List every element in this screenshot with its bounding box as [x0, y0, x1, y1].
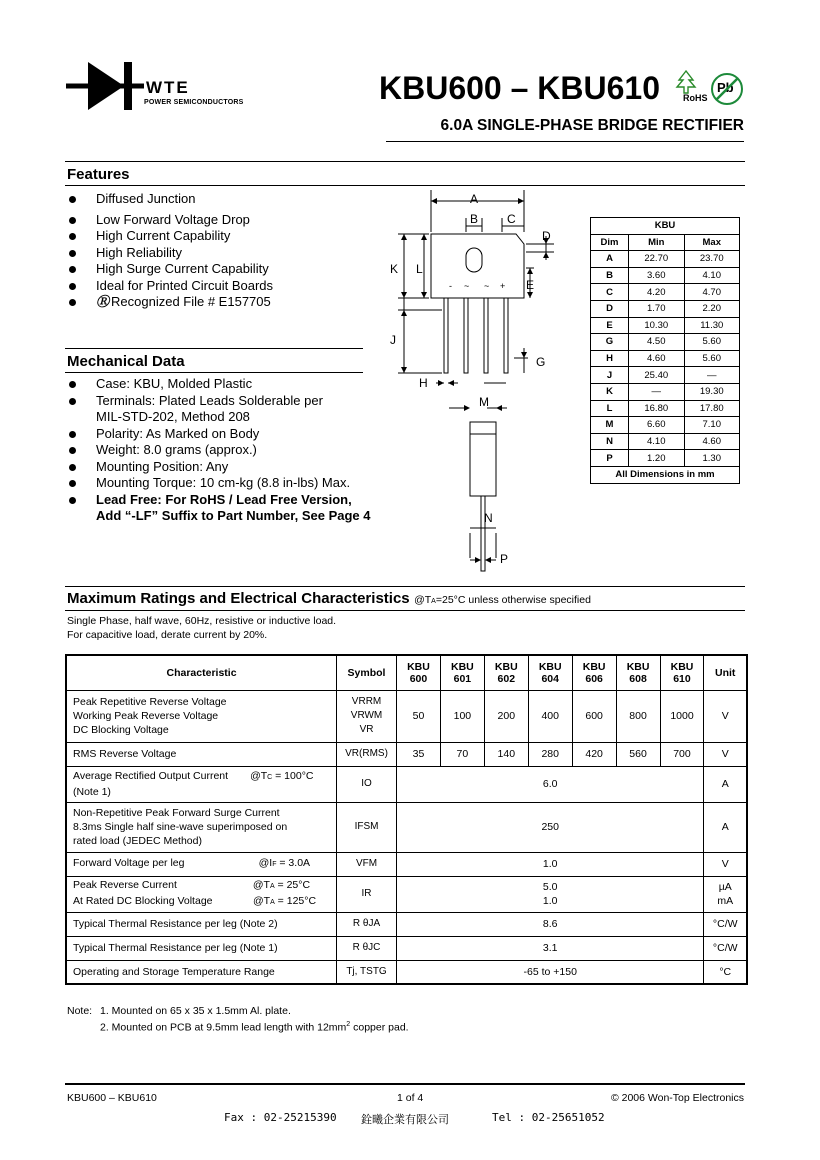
dim-label-E: E — [526, 278, 535, 292]
part-prefix: KBU — [494, 660, 518, 673]
col-characteristic: Characteristic — [66, 655, 337, 690]
cell: H — [591, 350, 629, 367]
mechanical-bottom-rule — [65, 372, 363, 373]
package-header: KBU — [591, 218, 740, 235]
note-2-tail: copper pad. — [350, 1021, 409, 1034]
table-row — [66, 912, 747, 936]
cell: 6.60 — [629, 417, 685, 434]
footer-page: 1 of 4 — [397, 1092, 424, 1104]
table-row — [591, 433, 740, 450]
cell: 25.40 — [629, 367, 685, 384]
footer-copyright: © 2006 Won-Top Electronics — [610, 1092, 744, 1104]
dim-label-C: C — [507, 212, 516, 226]
characteristic-cell — [66, 852, 337, 876]
symbol-cell: IO — [337, 766, 397, 802]
symbol-cell: IFSM — [337, 802, 397, 852]
note-2-text: 2. Mounted on PCB at 9.5mm lead length with 12mm — [100, 1021, 347, 1034]
list-item: Diffused Junction — [67, 191, 367, 208]
cell: C — [591, 284, 629, 301]
footer-tel: Tel : 02-25651052 — [492, 1111, 605, 1124]
value-cell: 1000 — [660, 690, 704, 742]
characteristic-cell — [66, 690, 337, 742]
col-part — [572, 655, 616, 690]
part-number: 602 — [497, 672, 516, 685]
note-2 — [100, 1018, 409, 1035]
cell: P — [591, 450, 629, 467]
characteristic-cell: RMS Reverse Voltage — [66, 742, 337, 766]
part-number: 604 — [541, 672, 559, 685]
value-cell: 280 — [528, 742, 572, 766]
cell: 17.80 — [684, 400, 740, 417]
char-line: Working Peak Reverse Voltage — [73, 710, 219, 722]
list-item: Case: KBU, Molded Plastic — [67, 376, 397, 393]
sym-line: VR — [359, 724, 374, 735]
cell: 1.70 — [629, 300, 685, 317]
cell: 4.20 — [629, 284, 685, 301]
col-part — [660, 655, 704, 690]
unit-line: µA — [718, 881, 732, 893]
rohs-label: RoHS — [683, 93, 708, 103]
col-part — [616, 655, 660, 690]
cell: A — [591, 251, 629, 268]
char-condition — [250, 770, 313, 782]
value-cell: 70 — [440, 742, 484, 766]
ratings-heading — [67, 590, 591, 608]
pin-label-minus: - — [449, 281, 452, 291]
value-cell: 600 — [572, 690, 616, 742]
cell: 19.30 — [684, 383, 740, 400]
table-row — [66, 960, 747, 984]
mechanical-list — [67, 376, 397, 525]
cond-post: = 25°C — [274, 879, 311, 891]
table-header-row — [66, 655, 747, 690]
col-dim: Dim — [591, 234, 629, 251]
cond-sub: C — [267, 774, 273, 781]
cell: 1.20 — [629, 450, 685, 467]
part-prefix: KBU — [451, 660, 474, 673]
cell: K — [591, 383, 629, 400]
characteristic-cell: Typical Thermal Resistance per leg (Note 2) — [66, 912, 337, 936]
cell: 4.60 — [684, 433, 740, 450]
cell: 4.70 — [684, 284, 740, 301]
cell: N — [591, 433, 629, 450]
note-2-sup: 2 — [346, 1021, 351, 1028]
brand-subtitle: POWER SEMICONDUCTORS — [144, 99, 244, 106]
features-bottom-rule — [65, 185, 745, 186]
unit-cell — [704, 876, 747, 912]
cell: 10.30 — [629, 317, 685, 334]
tree-icon — [675, 70, 697, 94]
list-item: High Reliability — [67, 245, 367, 262]
dim-label-G: G — [536, 355, 546, 369]
pin-label-ac1: ~ — [464, 281, 470, 291]
table-row — [591, 367, 740, 384]
unit-cell: A — [704, 802, 747, 852]
dim-label-D: D — [542, 229, 551, 243]
symbol-cell: IR — [337, 876, 397, 912]
col-part — [397, 655, 441, 690]
ratings-condition — [414, 594, 591, 606]
footer-rule — [65, 1083, 745, 1085]
value-cell: 50 — [397, 690, 441, 742]
table-row — [66, 690, 747, 742]
col-part — [528, 655, 572, 690]
value-cell: 3.1 — [397, 936, 704, 960]
brand-name: WTE — [146, 78, 190, 97]
part-number: 600 — [409, 672, 428, 685]
cell: 4.10 — [629, 433, 685, 450]
cell: 3.60 — [629, 267, 685, 284]
cond-sub: A — [431, 598, 436, 605]
value-cell: 8.6 — [397, 912, 704, 936]
list-item: Add “-LF” Suffix to Part Number, See Page 4 — [96, 508, 371, 523]
list-item: Low Forward Voltage Drop — [67, 212, 367, 229]
char-line: rated load (JEDEC Method) — [73, 835, 202, 847]
footer-part: KBU600 – KBU610 — [67, 1092, 157, 1104]
value-cell: 560 — [616, 742, 660, 766]
cell: M — [591, 417, 629, 434]
part-number: 610 — [673, 672, 691, 685]
table-row — [591, 251, 740, 268]
value-cell: 35 — [397, 742, 441, 766]
table-row — [591, 300, 740, 317]
unit-cell: V — [704, 742, 747, 766]
value-cell: 420 — [572, 742, 616, 766]
char-text: Peak Reverse Current — [73, 879, 177, 891]
features-title: Features — [67, 166, 130, 183]
cond-post: = 100°C — [272, 770, 314, 782]
table-row — [66, 766, 747, 802]
part-prefix: KBU — [407, 660, 430, 673]
dim-label-N: N — [484, 511, 493, 525]
table-row — [591, 334, 740, 351]
char-text: At Rated DC Blocking Voltage — [73, 895, 213, 907]
characteristic-cell — [66, 766, 337, 802]
mechanical-title: Mechanical Data — [67, 353, 185, 370]
value-cell: 200 — [484, 690, 528, 742]
value-line: 1.0 — [542, 895, 558, 907]
ratings-note-1: Single Phase, half wave, 60Hz, resistive or inductive load. — [67, 615, 337, 627]
value-cell: 400 — [528, 690, 572, 742]
col-symbol: Symbol — [337, 655, 397, 690]
page-subtitle: 6.0A SINGLE-PHASE BRIDGE RECTIFIER — [440, 117, 744, 134]
dim-label-A: A — [470, 192, 479, 206]
table-row — [591, 417, 740, 434]
cell: 4.60 — [629, 350, 685, 367]
cell: 4.50 — [629, 334, 685, 351]
cond-sub: F — [272, 861, 277, 868]
wte-diode-logo-icon — [66, 62, 144, 110]
cell: G — [591, 334, 629, 351]
pin-label-ac2: ~ — [484, 281, 490, 291]
dim-label-J: J — [390, 333, 396, 347]
symbol-cell — [337, 690, 397, 742]
cell: 23.70 — [684, 251, 740, 268]
value-cell: 700 — [660, 742, 704, 766]
part-number: 606 — [585, 672, 603, 685]
footer-fax: Fax : 02-25215390 — [224, 1111, 337, 1124]
unit-cell: A — [704, 766, 747, 802]
cell: — — [684, 367, 740, 384]
part-number: 608 — [629, 672, 647, 685]
cond-pre: @T — [250, 770, 268, 782]
rohs-badge — [671, 70, 709, 106]
col-part — [440, 655, 484, 690]
value-cell: -65 to +150 — [397, 960, 704, 984]
col-unit: Unit — [704, 655, 747, 690]
table-row — [66, 802, 747, 852]
symbol-cell: VR(RMS) — [337, 742, 397, 766]
cond-sub: A — [269, 883, 275, 890]
cell: — — [629, 383, 685, 400]
cond-pre: @T — [414, 594, 432, 606]
ratings-top-rule — [65, 586, 745, 587]
strike-icon — [713, 75, 741, 103]
char-line: 8.3ms Single half sine-wave superimposed on — [73, 821, 288, 833]
col-part — [484, 655, 528, 690]
value-cell: 800 — [616, 690, 660, 742]
table-row — [66, 852, 747, 876]
characteristic-cell — [66, 802, 337, 852]
cell: L — [591, 400, 629, 417]
mechanical-top-rule — [65, 348, 363, 349]
part-prefix: KBU — [582, 660, 606, 673]
char-line: Peak Repetitive Reverse Voltage — [73, 696, 227, 708]
cell: 7.10 — [684, 417, 740, 434]
value-cell: 6.0 — [397, 766, 704, 802]
part-prefix: KBU — [626, 660, 650, 673]
unit-line: mA — [717, 895, 734, 907]
list-item: High Current Capability — [67, 228, 367, 245]
cond-post: = 125°C — [274, 895, 317, 907]
symbol-cell: R θJC — [337, 936, 397, 960]
cond-post: = 3.0A — [276, 857, 311, 869]
dim-table-footer: All Dimensions in mm — [591, 466, 740, 483]
value-cell — [397, 876, 704, 912]
pb-free-badge — [711, 73, 743, 105]
value-cell: 1.0 — [397, 852, 704, 876]
pin-label-plus: + — [500, 281, 506, 291]
cell: B — [591, 267, 629, 284]
table-row — [591, 284, 740, 301]
cell: 5.60 — [684, 350, 740, 367]
symbol-cell: R θJA — [337, 912, 397, 936]
char-condition — [253, 894, 316, 910]
table-row — [66, 936, 747, 960]
table-row — [591, 317, 740, 334]
list-item — [67, 294, 367, 311]
cond-sub: A — [270, 899, 275, 906]
ratings-table — [65, 654, 748, 985]
part-title: KBU600 – KBU610 — [378, 70, 660, 106]
char-line: DC Blocking Voltage — [73, 724, 169, 736]
char-text: Forward Voltage per leg — [73, 857, 185, 869]
cond-post: =25°C unless otherwise specified — [435, 594, 591, 606]
cond-pre: @T — [253, 895, 271, 907]
dim-label-H: H — [419, 376, 428, 390]
sym-line: VRWM — [350, 710, 383, 721]
char-text: Average Rectified Output Current — [73, 770, 229, 782]
unit-cell: °C/W — [704, 936, 747, 960]
sym-line: VRRM — [351, 696, 382, 707]
table-row — [591, 450, 740, 467]
unit-cell: °C/W — [704, 912, 747, 936]
part-number: 601 — [453, 672, 472, 685]
value-cell: 100 — [440, 690, 484, 742]
list-item: Mounting Position: Any — [67, 459, 397, 476]
cell: 5.60 — [684, 334, 740, 351]
ratings-bottom-rule — [65, 610, 745, 611]
characteristic-cell: Typical Thermal Resistance per leg (Note 1) — [66, 936, 337, 960]
table-row — [66, 876, 747, 912]
symbol-cell: Tj, TSTG — [337, 960, 397, 984]
dim-label-M: M — [479, 395, 489, 409]
table-row — [591, 400, 740, 417]
cell: 2.20 — [684, 300, 740, 317]
characteristic-cell — [66, 876, 337, 912]
footer-company: 銓曦企業有限公司 — [361, 1113, 449, 1126]
cond-pre: @I — [258, 857, 273, 869]
list-item: MIL-STD-202, Method 208 — [96, 409, 250, 424]
list-item: High Surge Current Capability — [67, 261, 367, 278]
ratings-title: Maximum Ratings and Electrical Characteristics — [67, 590, 410, 607]
symbol-cell: VFM — [337, 852, 397, 876]
value-line: 5.0 — [542, 881, 558, 893]
features-list — [67, 191, 367, 311]
features-top-rule — [65, 161, 745, 162]
dimension-table — [590, 217, 740, 484]
table-row — [66, 742, 747, 766]
list-item: Ideal for Printed Circuit Boards — [67, 278, 367, 295]
dim-label-K: K — [390, 262, 399, 276]
list-item: Weight: 8.0 grams (approx.) — [67, 442, 397, 459]
cell: 16.80 — [629, 400, 685, 417]
list-item-text: Recognized File # E157705 — [111, 294, 271, 309]
cell: J — [591, 367, 629, 384]
cond-pre: @T — [252, 879, 270, 891]
table-row — [591, 383, 740, 400]
note-1: 1. Mounted on 65 x 35 x 1.5mm Al. plate. — [100, 1005, 291, 1017]
unit-cell: V — [704, 852, 747, 876]
list-item: Polarity: As Marked on Body — [67, 426, 397, 443]
char-condition — [253, 878, 310, 894]
dim-label-P: P — [500, 552, 509, 566]
col-min: Min — [629, 234, 685, 251]
cell: 22.70 — [629, 251, 685, 268]
unit-cell: °C — [704, 960, 747, 984]
col-max: Max — [684, 234, 740, 251]
header-rule — [386, 141, 744, 142]
table-row — [591, 350, 740, 367]
characteristic-cell: Operating and Storage Temperature Range — [66, 960, 337, 984]
part-prefix: KBU — [538, 660, 562, 673]
value-cell: 250 — [397, 802, 704, 852]
cell: 1.30 — [684, 450, 740, 467]
list-item: Lead Free: For RoHS / Lead Free Version, — [67, 492, 397, 509]
list-item: Terminals: Plated Leads Solderable per — [67, 393, 397, 410]
cell: E — [591, 317, 629, 334]
package-outline-diagram — [386, 188, 556, 578]
part-prefix: KBU — [670, 660, 694, 673]
value-cell: 140 — [484, 742, 528, 766]
pb-label: Pb — [717, 80, 734, 95]
cell: 4.10 — [684, 267, 740, 284]
ratings-note-2: For capacitive load, derate current by 20%. — [67, 629, 268, 641]
notes-label: Note: — [67, 1005, 93, 1017]
ul-mark-icon: Ⓡ — [96, 294, 110, 309]
cell: 11.30 — [684, 317, 740, 334]
char-line: Non-Repetitive Peak Forward Surge Current — [73, 807, 280, 819]
char-condition — [259, 856, 310, 872]
list-item: Mounting Torque: 10 cm-kg (8.8 in-lbs) Max. — [67, 475, 397, 492]
unit-cell: V — [704, 690, 747, 742]
dim-label-B: B — [470, 212, 479, 226]
char-line: (Note 1) — [73, 786, 111, 798]
cell: D — [591, 300, 629, 317]
table-row — [591, 267, 740, 284]
dim-label-L: L — [416, 262, 423, 276]
